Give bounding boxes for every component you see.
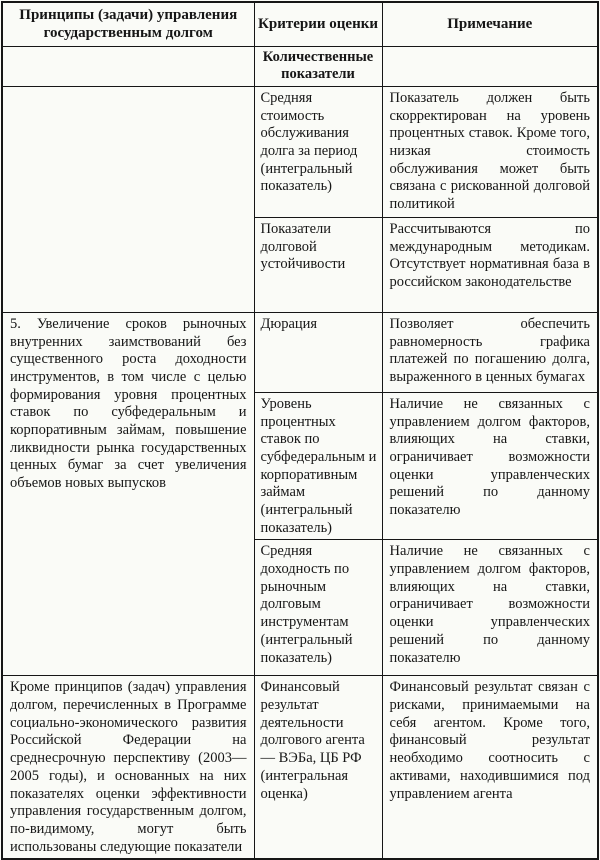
principle-additional-indicators: Кроме принципов (задач) управления долгом, перечисленных в Программе социально-экономического развития Российской Федерации на среднесрочную перспективу (2003—2005 годы), и основанных на них показателях оценки эффективности управления государственным долгом, по-видимому, могут быть использованы следующие показатели — [2, 676, 254, 859]
note-financial-result-agent: Финансовый результат связан с рисками, принимаемыми на себя агентом. Кроме того, финансовый результат необходимо соотносить с активами, находившимися под управлением агента — [382, 676, 598, 859]
empty-cell — [2, 46, 254, 86]
table-row — [2, 86, 598, 217]
criterion-interest-rate-level: Уровень процентных ставок по субфедеральным и корпоративным займам (интегральный показатель) — [254, 392, 382, 540]
criterion-debt-sustainability: Показатели долговой устойчивости — [254, 217, 382, 312]
note-avg-yield-market-instruments: Наличие не связанных с управлением долгом факторов, влияющих на ставки, ограничивает возможности оценки управленческих решений по данному показателю — [382, 540, 598, 676]
criterion-avg-yield-market-instruments: Средняя доходность по рыночным долговым инструментам (интегральный показатель) — [254, 540, 382, 676]
criterion-financial-result-agent: Финансовый результат деятельности долгового агента — ВЭБа, ЦБ РФ (интегральная оценка) — [254, 676, 382, 859]
note-avg-service-cost: Показатель должен быть скорректирован на уровень процентных ставок. Кроме того, низкая стоимость обслуживания может быть связана с рискованной долговой политикой — [382, 86, 598, 217]
section-row — [2, 46, 598, 86]
table-header-row — [2, 2, 598, 46]
principle-5-longer-borrowing-terms: 5. Увеличение сроков рыночных внутренних заимствований без существенного роста доходности инструментов, в том числе с целью формирования уровня процентных ставок по субфедеральным и корпоративным займам, повышение ликвидности рынка государственных ценных бумаг за счет увеличения объемов новых выпусков — [2, 312, 254, 676]
header-note: Примечание — [382, 2, 598, 46]
table-row — [2, 312, 598, 392]
note-debt-sustainability: Рассчитываются по международным методикам. Отсутствует нормативная база в российском законодательстве — [382, 217, 598, 312]
section-quantitative-indicators: Количественные показатели — [254, 46, 382, 86]
note-interest-rate-level: Наличие не связанных с управлением долгом факторов, влияющих на ставки, ограничивает возможности оценки управленческих решений по данному показателю — [382, 392, 598, 540]
table-row — [2, 676, 598, 859]
note-duration: Позволяет обеспечить равномерность графика платежей по погашению долга, выраженного в ценных бумагах — [382, 312, 598, 392]
principle-cell-empty — [2, 86, 254, 312]
criterion-avg-service-cost: Средняя стоимость обслуживания долга за период (интегральный показатель) — [254, 86, 382, 217]
criterion-duration: Дюрация — [254, 312, 382, 392]
header-criteria: Критерии оценки — [254, 2, 382, 46]
empty-cell — [382, 46, 598, 86]
debt-management-criteria-table — [1, 1, 599, 860]
header-principles: Принципы (задачи) управления государственным долгом — [2, 2, 254, 46]
